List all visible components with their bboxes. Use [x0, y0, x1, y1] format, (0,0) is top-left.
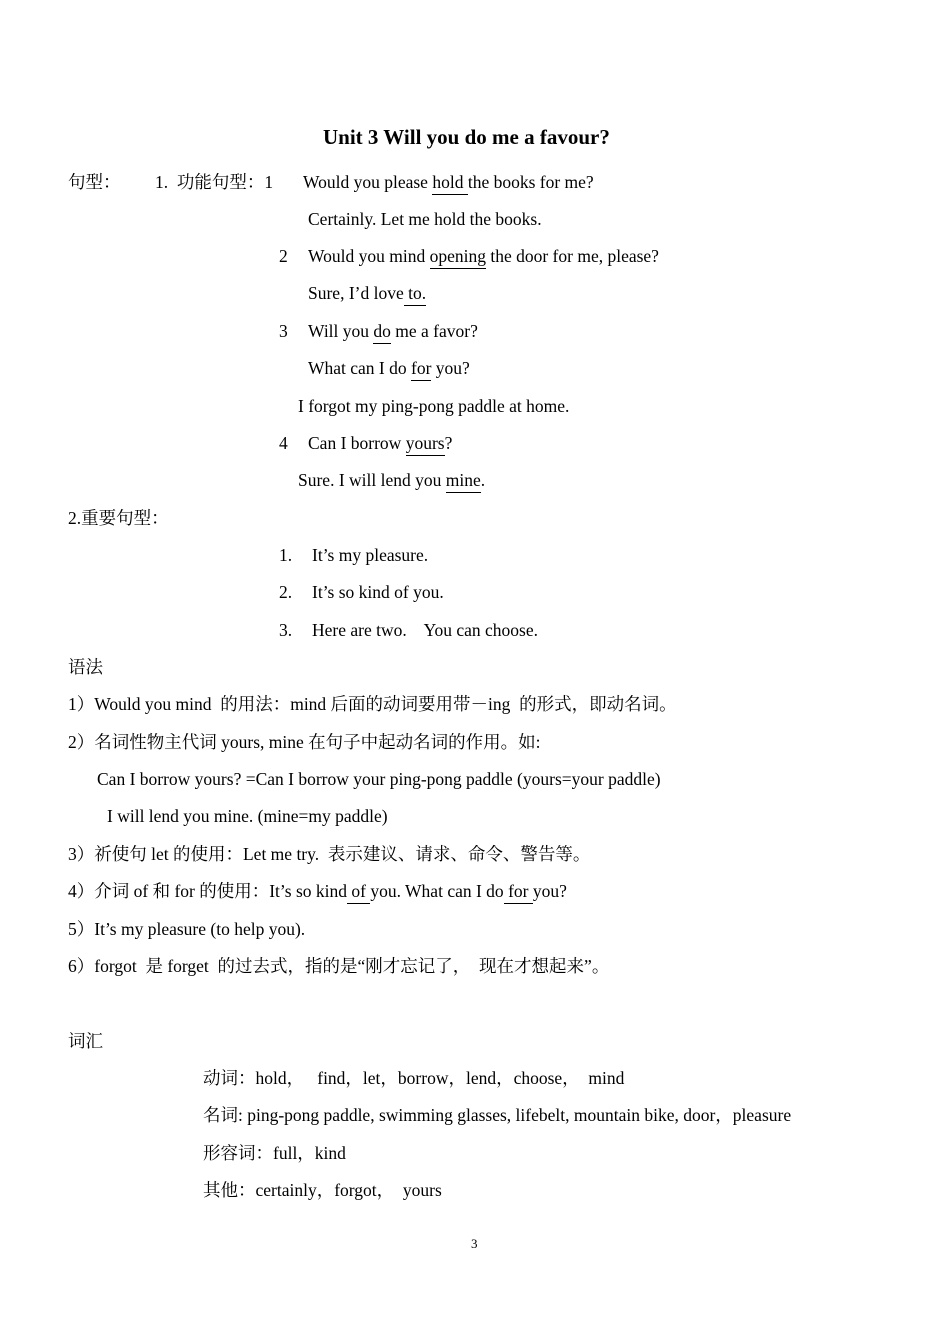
key-pattern-2: It’s so kind of you. [312, 582, 444, 602]
grammar-point-5: 5）It’s my pleasure (to help you). [68, 919, 306, 939]
grammar-point-3: 3）祈使句 let 的使用：Let me try. 表示建议、请求、命令、警告等。 [68, 844, 591, 864]
functional-patterns-label: 1. 功能句型：1 [155, 172, 274, 192]
grammar-example-1: Can I borrow yours? =Can I borrow your ping-pong paddle (yours=your paddle) [97, 769, 661, 789]
pattern-3-number: 3 [279, 321, 288, 341]
page-number: 3 [471, 1236, 478, 1251]
key-pattern-1-number: 1. [279, 545, 293, 565]
key-patterns-label: 2.重要句型： [68, 508, 169, 528]
pattern-4-question: Can I borrow yours? [308, 433, 453, 453]
page-title: Unit 3 Will you do me a favour? [323, 125, 610, 149]
vocabulary-label: 词汇 [68, 1031, 103, 1051]
pattern-2-answer: Sure, I’d love to. [308, 283, 427, 303]
pattern-4-number: 4 [279, 433, 288, 453]
grammar-point-2: 2）名词性物主代词 yours, mine 在句子中起动名词的作用。如: [68, 732, 541, 752]
key-pattern-1: It’s my pleasure. [312, 545, 429, 565]
grammar-point-1: 1）Would you mind 的用法：mind 后面的动词要用带－ing 的形式，即动名词。 [68, 694, 677, 714]
pattern-3-reply: I forgot my ping-pong paddle at home. [298, 396, 570, 416]
key-pattern-2-number: 2. [279, 582, 293, 602]
key-pattern-3: Here are two. You can choose. [312, 620, 538, 640]
key-pattern-3-number: 3. [279, 620, 293, 640]
grammar-label: 语法 [68, 657, 103, 677]
pattern-1-answer: Certainly. Let me hold the books. [308, 209, 542, 229]
vocabulary-adjectives: 形容词：full，kind [203, 1143, 346, 1163]
grammar-example-2: I will lend you mine. (mine=my paddle) [107, 806, 388, 826]
sentence-patterns-label: 句型： [68, 172, 121, 192]
grammar-point-4: 4）介词 of 和 for 的使用：It’s so kind of you. What can I do for you? [68, 881, 567, 901]
pattern-3-question: Will you do me a favor? [308, 321, 478, 341]
vocabulary-nouns: 名词: ping-pong paddle, swimming glasses, lifebelt, mountain bike, door，pleasure [203, 1105, 792, 1125]
pattern-1-question: Would you please hold the books for me? [303, 172, 594, 192]
pattern-4-answer: Sure. I will lend you mine. [298, 470, 486, 490]
vocabulary-verbs: 动词：hold， find，let，borrow，lend，choose， mind [203, 1068, 625, 1088]
grammar-point-6: 6）forgot 是 forget 的过去式，指的是“刚才忘记了， 现在才想起来”。 [68, 956, 610, 976]
pattern-2-number: 2 [279, 246, 288, 266]
pattern-3-answer: What can I do for you? [308, 358, 470, 378]
vocabulary-others: 其他：certainly，forgot， yours [203, 1180, 442, 1200]
pattern-2-question: Would you mind opening the door for me, please? [308, 246, 659, 266]
